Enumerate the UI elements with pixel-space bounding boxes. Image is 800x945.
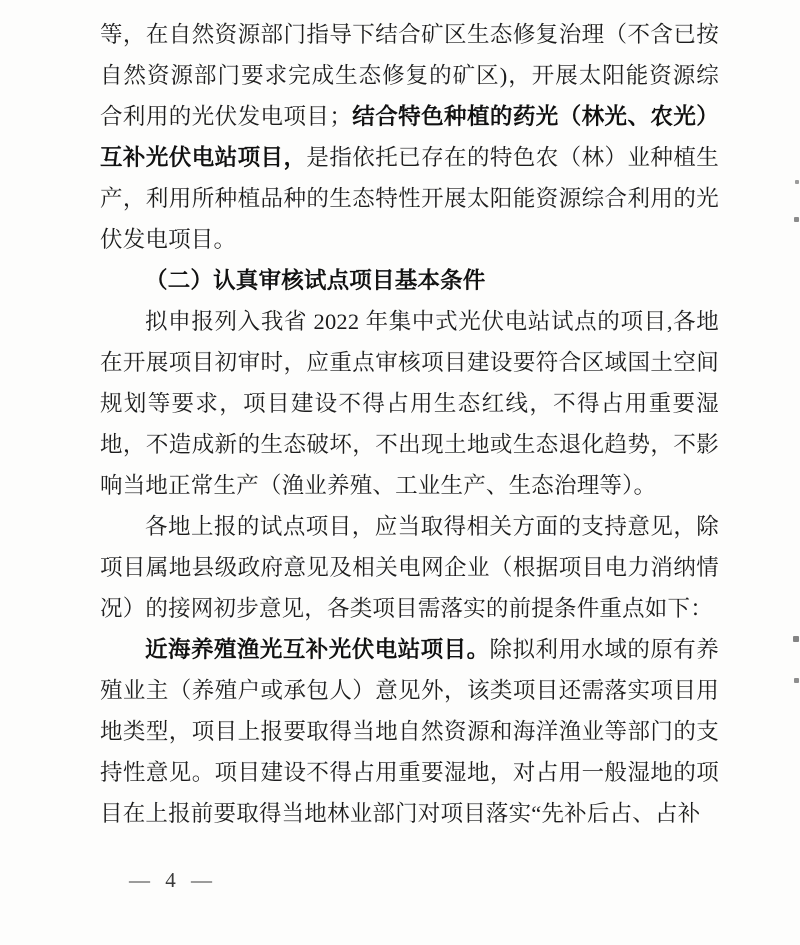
text-run: 等，在自然资源部门指导下结合矿区生态修复治理（不含已按自然资源部门要求完成生态修复的矿区)，开展太阳能资源综合利用的光伏发电项目；	[100, 22, 719, 129]
text-run: 拟申报列入我省 2022 年集中式光伏电站试点的项目,各地在开展项目初审时，应重点审核项目建设要符合区域国土空间规划等要求，项目建设不得占用生态红线，不得占用重要湿地，不造成新的生态破坏，不出现土地或生态退化趋势，不影响当地正常生产（渔业养殖、工业生产、生态治理等）。	[100, 309, 719, 498]
paragraph	[100, 506, 719, 629]
paragraph	[100, 14, 719, 260]
paragraph	[100, 629, 719, 834]
page-number: — 4 —	[129, 868, 217, 892]
scan-artifact	[794, 678, 799, 683]
section-heading	[100, 260, 719, 301]
text-run: 除拟利用水域的原有养殖业主（养殖户或承包人）意见外，该类项目还需落实项目用地类型，项目上报要取得当地自然资源和海洋渔业等部门的支持性意见。项目建设不得占用重要湿地，对占用一般湿地的项目在上报前要取得当地林业部门对项目落实“先补后占、占补	[100, 637, 719, 826]
text-run: 是指依托已存在的特色农（林）业种植生产，利用所种植品种的生态特性开展太阳能资源综合利用的光伏发电项目。	[100, 145, 719, 252]
paragraph	[100, 301, 719, 506]
scan-artifact	[793, 636, 799, 642]
bold-text-run: （二）认真审核试点项目基本条件	[145, 268, 486, 293]
document-body	[100, 14, 719, 834]
bold-text-run: 结合特色种植的药光（林光、农光）互补光伏电站项目，	[100, 104, 719, 170]
scan-artifact	[795, 180, 799, 184]
bold-text-run: 近海养殖渔光互补光伏电站项目。	[145, 637, 490, 662]
scan-artifact	[794, 217, 799, 222]
text-run: 各地上报的试点项目，应当取得相关方面的支持意见，除项目属地县级政府意见及相关电网企业（根据项目电力消纳情况）的接网初步意见，各类项目需落实的前提条件重点如下：	[100, 514, 719, 621]
